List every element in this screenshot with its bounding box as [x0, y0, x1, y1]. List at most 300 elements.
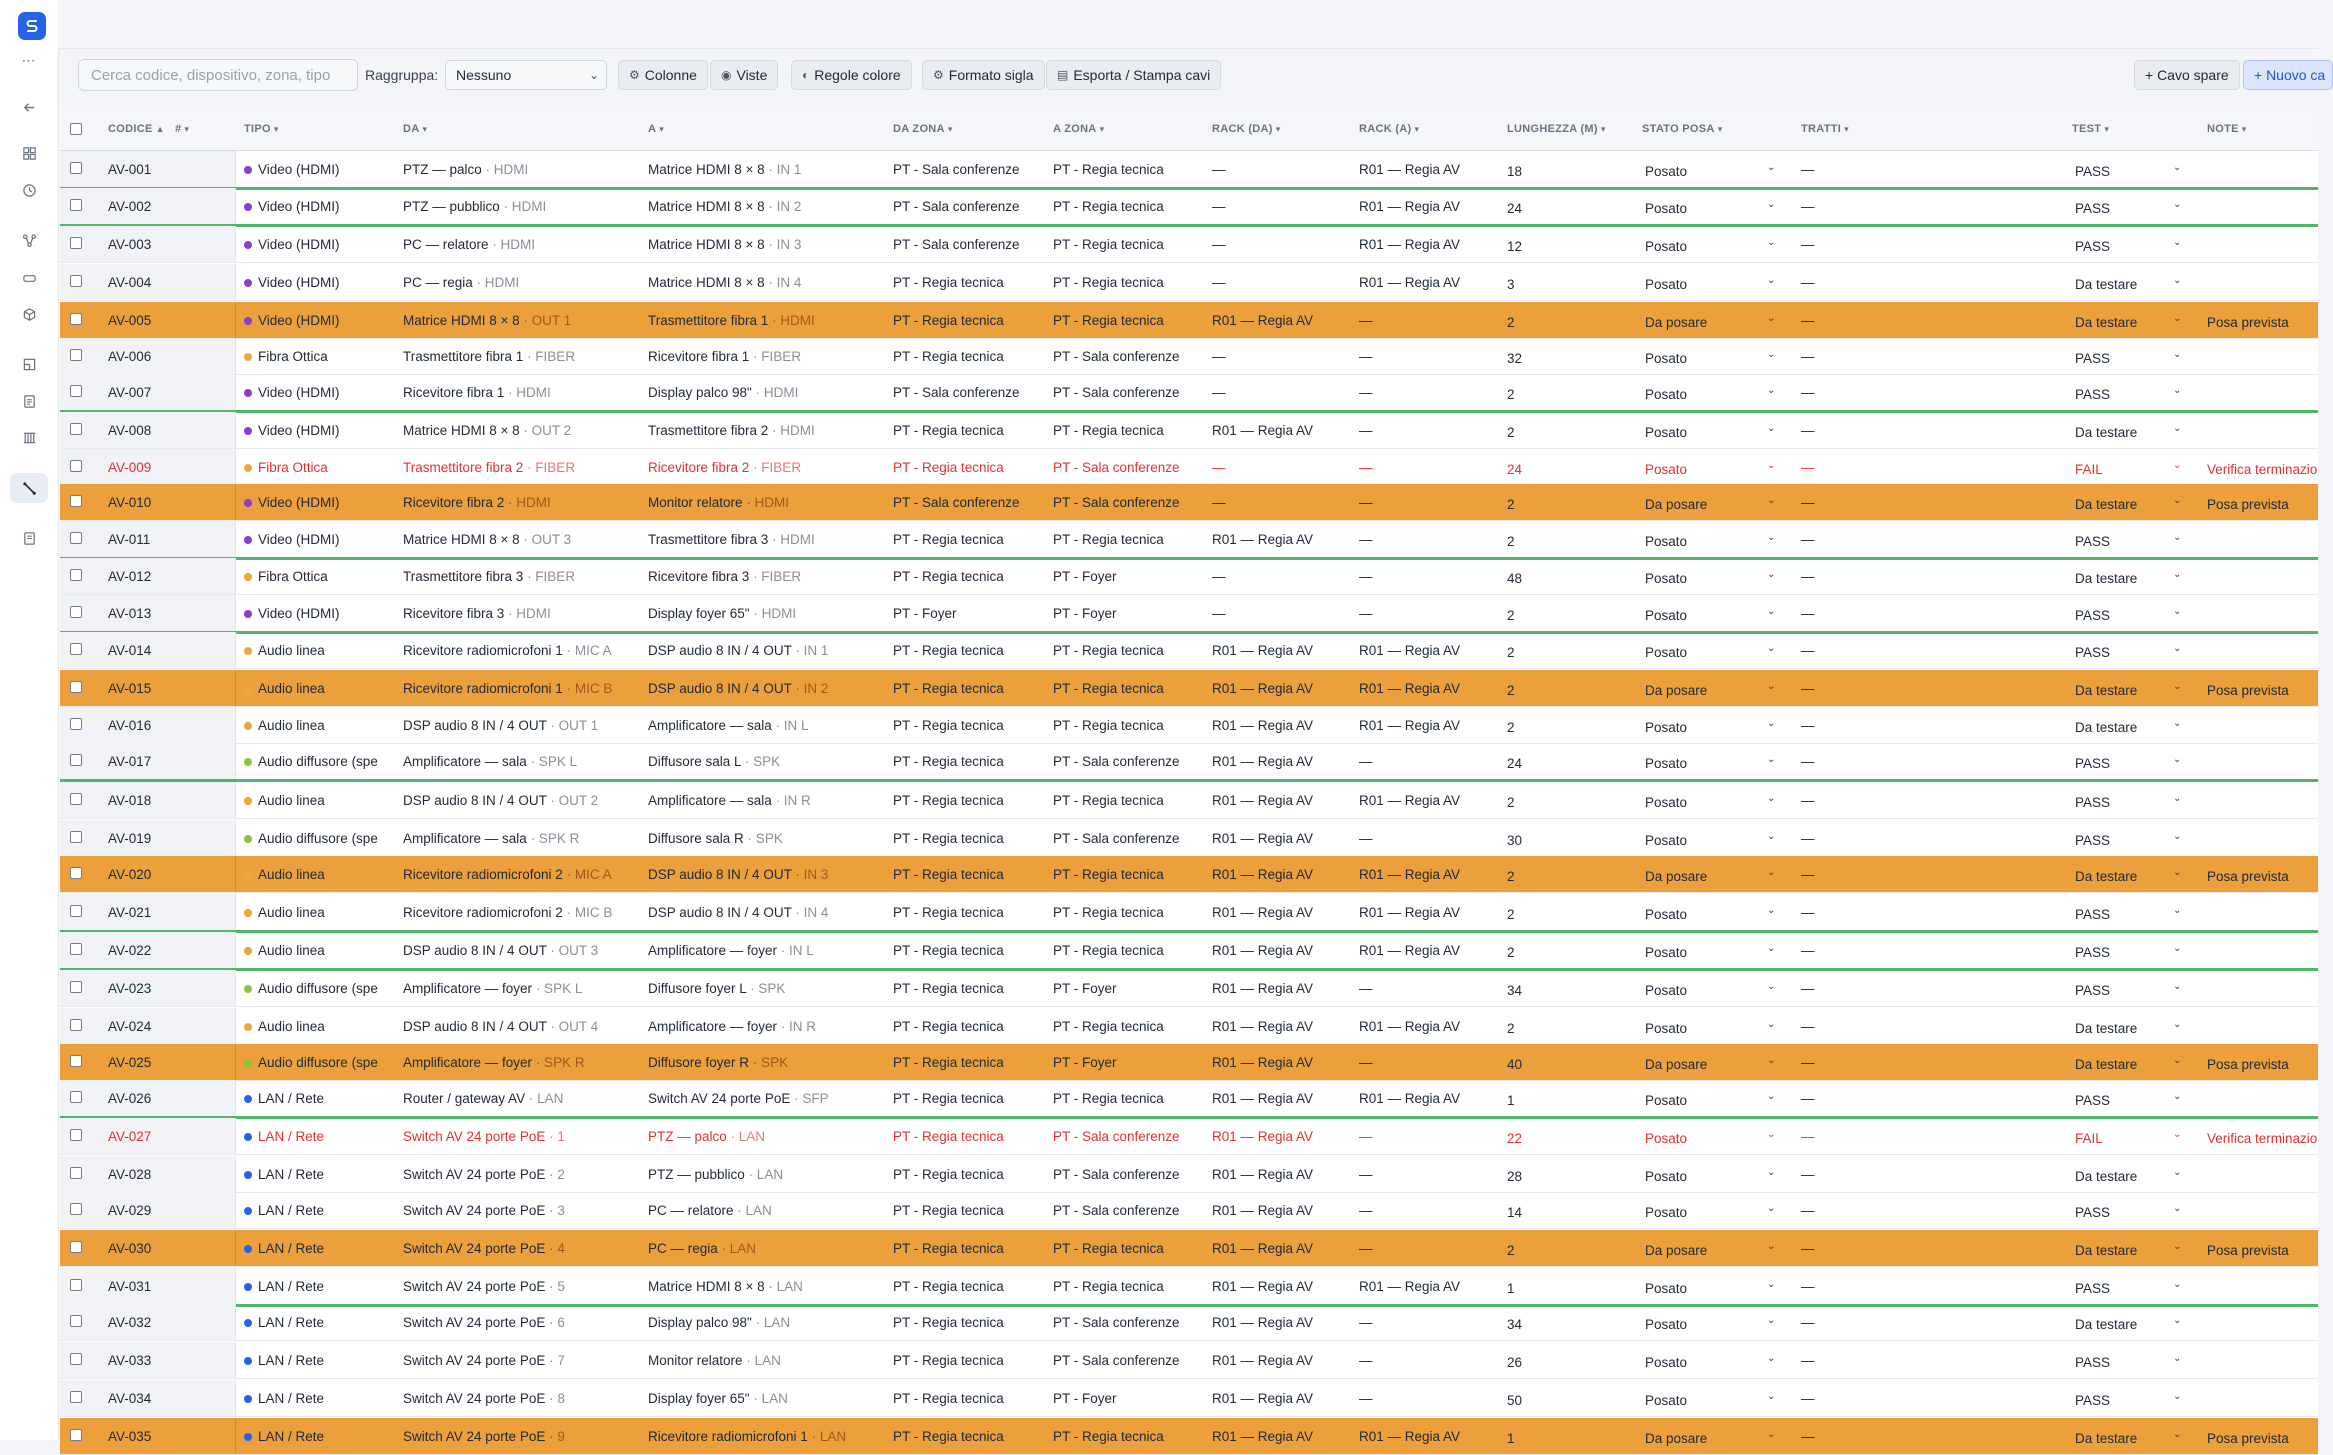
- chevron-down-icon[interactable]: ⌄: [2173, 643, 2182, 654]
- cell-from[interactable]: [403, 793, 643, 808]
- status-select[interactable]: Posato: [1645, 351, 1688, 366]
- chevron-down-icon[interactable]: ⌄: [2173, 1019, 2182, 1030]
- status-select[interactable]: Da posare: [1645, 497, 1708, 512]
- chevron-down-icon[interactable]: ⌄: [2173, 423, 2182, 434]
- table-row[interactable]: [60, 856, 2318, 893]
- cell-code[interactable]: AV-013: [108, 606, 152, 621]
- cell-to[interactable]: [648, 237, 888, 252]
- floorplan-icon[interactable]: [19, 354, 39, 374]
- status-select[interactable]: Posato: [1645, 1281, 1688, 1296]
- cell-to[interactable]: [648, 643, 888, 658]
- test-select[interactable]: PASS: [2075, 1281, 2111, 1296]
- cell-code[interactable]: AV-005: [108, 313, 152, 328]
- chevron-down-icon[interactable]: ⌄: [1767, 199, 1776, 210]
- cell-from[interactable]: [403, 1203, 643, 1218]
- app-logo[interactable]: [18, 12, 46, 40]
- cell-code[interactable]: AV-035: [108, 1429, 152, 1444]
- cell-length[interactable]: 26: [1507, 1355, 1523, 1370]
- chevron-down-icon[interactable]: ⌄: [1767, 1353, 1776, 1364]
- cell-to[interactable]: [648, 199, 888, 214]
- cell-length[interactable]: 48: [1507, 571, 1523, 586]
- cell-length[interactable]: 50: [1507, 1393, 1523, 1408]
- chevron-down-icon[interactable]: ⌄: [1767, 943, 1776, 954]
- chevron-down-icon[interactable]: ⌄: [1767, 718, 1776, 729]
- cell-from[interactable]: [403, 569, 643, 584]
- cell-from[interactable]: [403, 199, 643, 214]
- chevron-down-icon[interactable]: ⌄: [1767, 1279, 1776, 1290]
- cell-code[interactable]: AV-010: [108, 495, 152, 510]
- cell-code[interactable]: AV-014: [108, 643, 152, 658]
- row-checkbox[interactable]: [70, 1315, 82, 1327]
- cell-to[interactable]: [648, 532, 888, 547]
- cell-to[interactable]: [648, 793, 888, 808]
- cell-to[interactable]: [648, 943, 888, 958]
- cell-to[interactable]: [648, 349, 888, 364]
- row-checkbox[interactable]: [70, 1167, 82, 1179]
- table-row[interactable]: [60, 302, 2318, 339]
- table-row[interactable]: [60, 1156, 2318, 1193]
- chevron-down-icon[interactable]: ⌄: [1767, 532, 1776, 543]
- row-checkbox[interactable]: [70, 643, 82, 655]
- cell-length[interactable]: 24: [1507, 462, 1523, 477]
- chevron-down-icon[interactable]: ⌄: [1767, 867, 1776, 878]
- chevron-down-icon[interactable]: ⌄: [2173, 385, 2182, 396]
- cell-to[interactable]: [648, 275, 888, 290]
- chevron-down-icon[interactable]: ⌄: [1767, 754, 1776, 765]
- cell-from[interactable]: [403, 981, 643, 996]
- row-checkbox[interactable]: [70, 569, 82, 581]
- cell-length[interactable]: 2: [1507, 425, 1515, 440]
- chevron-down-icon[interactable]: ⌄: [1767, 1429, 1776, 1440]
- table-row[interactable]: [60, 632, 2318, 669]
- cell-from[interactable]: [403, 606, 643, 621]
- row-checkbox[interactable]: [70, 981, 82, 993]
- chevron-down-icon[interactable]: ⌄: [2173, 199, 2182, 210]
- chevron-down-icon[interactable]: ⌄: [1767, 423, 1776, 434]
- test-select[interactable]: FAIL: [2075, 462, 2103, 477]
- cell-from[interactable]: [403, 1167, 643, 1182]
- column-header-hash[interactable]: [175, 123, 189, 135]
- row-checkbox[interactable]: [70, 162, 82, 174]
- test-select[interactable]: Da testare: [2075, 1169, 2138, 1184]
- column-header-from-zone[interactable]: [893, 123, 953, 135]
- table-row[interactable]: [60, 484, 2318, 521]
- cell-length[interactable]: 32: [1507, 351, 1523, 366]
- cell-from[interactable]: [403, 1279, 643, 1294]
- chevron-down-icon[interactable]: ⌄: [1767, 1203, 1776, 1214]
- cell-notes[interactable]: Posa prevista: [2207, 497, 2289, 512]
- cell-code[interactable]: AV-003: [108, 237, 152, 252]
- cell-to[interactable]: [648, 1019, 888, 1034]
- columns-button[interactable]: [618, 60, 708, 90]
- cell-to[interactable]: [648, 718, 888, 733]
- table-row[interactable]: [60, 932, 2318, 971]
- table-row[interactable]: [60, 970, 2318, 1007]
- status-select[interactable]: Da posare: [1645, 315, 1708, 330]
- row-checkbox[interactable]: [70, 831, 82, 843]
- status-select[interactable]: Posato: [1645, 645, 1688, 660]
- test-select[interactable]: Da testare: [2075, 683, 2138, 698]
- chevron-down-icon[interactable]: ⌄: [2173, 1353, 2182, 1364]
- row-checkbox[interactable]: [70, 1091, 82, 1103]
- cell-from[interactable]: [403, 831, 643, 846]
- test-select[interactable]: Da testare: [2075, 1021, 2138, 1036]
- cell-from[interactable]: [403, 532, 643, 547]
- cell-from[interactable]: [403, 385, 643, 400]
- test-select[interactable]: PASS: [2075, 608, 2111, 623]
- column-header-to[interactable]: [648, 123, 664, 135]
- chevron-down-icon[interactable]: ⌄: [2173, 1091, 2182, 1102]
- cell-from[interactable]: [403, 1055, 643, 1070]
- row-checkbox[interactable]: [70, 1055, 82, 1067]
- test-select[interactable]: PASS: [2075, 351, 2111, 366]
- cell-length[interactable]: 2: [1507, 795, 1515, 810]
- test-select[interactable]: Da testare: [2075, 1317, 2138, 1332]
- column-header-notes[interactable]: [2207, 123, 2247, 135]
- row-checkbox[interactable]: [70, 1129, 82, 1141]
- cell-notes[interactable]: Posa prevista: [2207, 1243, 2289, 1258]
- table-row[interactable]: [60, 670, 2318, 707]
- cell-length[interactable]: 2: [1507, 315, 1515, 330]
- cell-notes[interactable]: Posa prevista: [2207, 1057, 2289, 1072]
- cell-code[interactable]: AV-022: [108, 943, 152, 958]
- column-header-code[interactable]: [108, 123, 165, 135]
- table-row[interactable]: [60, 782, 2318, 819]
- status-select[interactable]: Posato: [1645, 462, 1688, 477]
- cell-length[interactable]: 1: [1507, 1281, 1515, 1296]
- cell-length[interactable]: 14: [1507, 1205, 1523, 1220]
- cell-from[interactable]: [403, 423, 643, 438]
- cell-length[interactable]: 24: [1507, 201, 1523, 216]
- clock-icon[interactable]: [19, 180, 39, 200]
- chevron-down-icon[interactable]: ⌄: [1767, 275, 1776, 286]
- cell-code[interactable]: AV-004: [108, 275, 152, 290]
- status-select[interactable]: Posato: [1645, 277, 1688, 292]
- chevron-down-icon[interactable]: ⌄: [2173, 460, 2182, 471]
- chevron-down-icon[interactable]: ⌄: [1767, 495, 1776, 506]
- status-select[interactable]: Posato: [1645, 387, 1688, 402]
- cell-length[interactable]: 40: [1507, 1057, 1523, 1072]
- cell-code[interactable]: AV-011: [108, 532, 151, 547]
- test-select[interactable]: PASS: [2075, 645, 2111, 660]
- status-select[interactable]: Posato: [1645, 608, 1688, 623]
- device-icon[interactable]: [19, 268, 39, 288]
- chevron-down-icon[interactable]: ⌄: [2173, 718, 2182, 729]
- cell-from[interactable]: [403, 905, 643, 920]
- column-header-rack-to[interactable]: [1359, 123, 1419, 135]
- views-button[interactable]: [710, 60, 778, 90]
- column-header-type[interactable]: [244, 123, 279, 135]
- table-row[interactable]: [60, 412, 2318, 449]
- cell-code[interactable]: AV-027: [108, 1129, 152, 1144]
- chevron-down-icon[interactable]: ⌄: [1767, 1091, 1776, 1102]
- status-select[interactable]: Posato: [1645, 425, 1688, 440]
- cell-length[interactable]: 2: [1507, 387, 1515, 402]
- chevron-down-icon[interactable]: ⌄: [1767, 905, 1776, 916]
- cell-code[interactable]: AV-002: [108, 199, 152, 214]
- cell-code[interactable]: AV-019: [108, 831, 152, 846]
- cell-to[interactable]: [648, 495, 888, 510]
- search-input[interactable]: [78, 59, 358, 91]
- status-select[interactable]: Posato: [1645, 833, 1688, 848]
- chevron-down-icon[interactable]: ⌄: [1767, 460, 1776, 471]
- cell-from[interactable]: [403, 1241, 643, 1256]
- cell-length[interactable]: 1: [1507, 1431, 1515, 1446]
- chevron-down-icon[interactable]: ⌄: [1767, 831, 1776, 842]
- box-icon[interactable]: [19, 304, 39, 324]
- cell-from[interactable]: [403, 162, 643, 177]
- chevron-down-icon[interactable]: ⌄: [1767, 643, 1776, 654]
- test-select[interactable]: Da testare: [2075, 571, 2138, 586]
- cell-to[interactable]: [648, 754, 888, 769]
- cell-length[interactable]: 30: [1507, 833, 1523, 848]
- chevron-down-icon[interactable]: ⌄: [1767, 569, 1776, 580]
- cell-to[interactable]: [648, 1391, 888, 1406]
- test-select[interactable]: PASS: [2075, 164, 2111, 179]
- chevron-down-icon[interactable]: ⌄: [2173, 943, 2182, 954]
- cell-to[interactable]: [648, 1353, 888, 1368]
- chevron-down-icon[interactable]: ⌄: [2173, 495, 2182, 506]
- cell-to[interactable]: [648, 569, 888, 584]
- status-select[interactable]: Da posare: [1645, 869, 1708, 884]
- column-header-segments[interactable]: [1801, 123, 1849, 135]
- cell-length[interactable]: 12: [1507, 239, 1523, 254]
- column-header-rack-from[interactable]: [1212, 123, 1281, 135]
- cell-code[interactable]: AV-024: [108, 1019, 152, 1034]
- chevron-down-icon[interactable]: ⌄: [2173, 1279, 2182, 1290]
- row-checkbox[interactable]: [70, 1429, 82, 1441]
- cell-code[interactable]: AV-021: [108, 905, 152, 920]
- chevron-down-icon[interactable]: ⌄: [2173, 532, 2182, 543]
- chevron-down-icon[interactable]: ⌄: [1767, 162, 1776, 173]
- cell-code[interactable]: AV-020: [108, 867, 152, 882]
- chevron-down-icon[interactable]: ⌄: [1767, 1129, 1776, 1140]
- test-select[interactable]: Da testare: [2075, 497, 2138, 512]
- cell-to[interactable]: [648, 1279, 888, 1294]
- table-row[interactable]: [60, 226, 2318, 263]
- row-checkbox[interactable]: [70, 349, 82, 361]
- collapse-arrow-icon[interactable]: [19, 97, 39, 117]
- cell-to[interactable]: [648, 1241, 888, 1256]
- cell-to[interactable]: [648, 1055, 888, 1070]
- cell-length[interactable]: 2: [1507, 945, 1515, 960]
- row-checkbox[interactable]: [70, 905, 82, 917]
- cell-to[interactable]: [648, 905, 888, 920]
- cell-notes[interactable]: Verifica terminazio: [2207, 462, 2318, 477]
- cell-notes[interactable]: Posa prevista: [2207, 315, 2289, 330]
- cell-from[interactable]: [403, 1019, 643, 1034]
- chevron-down-icon[interactable]: ⌄: [2173, 1055, 2182, 1066]
- group-by-select[interactable]: [445, 60, 607, 90]
- chevron-down-icon[interactable]: ⌄: [2173, 1429, 2182, 1440]
- test-select[interactable]: Da testare: [2075, 720, 2138, 735]
- report-icon[interactable]: [19, 528, 39, 548]
- test-select[interactable]: PASS: [2075, 1205, 2111, 1220]
- cell-code[interactable]: AV-008: [108, 423, 152, 438]
- cell-length[interactable]: 2: [1507, 683, 1515, 698]
- row-checkbox[interactable]: [70, 793, 82, 805]
- chevron-down-icon[interactable]: ⌄: [1767, 313, 1776, 324]
- cell-to[interactable]: [648, 1203, 888, 1218]
- cell-code[interactable]: AV-023: [108, 981, 152, 996]
- test-select[interactable]: Da testare: [2075, 1057, 2138, 1072]
- column-header-test[interactable]: [2072, 123, 2109, 135]
- cell-to[interactable]: [648, 831, 888, 846]
- table-row[interactable]: [60, 1192, 2318, 1229]
- row-checkbox[interactable]: [70, 423, 82, 435]
- document-icon[interactable]: [19, 391, 39, 411]
- status-select[interactable]: Posato: [1645, 201, 1688, 216]
- cell-length[interactable]: 22: [1507, 1131, 1523, 1146]
- cell-length[interactable]: 2: [1507, 869, 1515, 884]
- table-row[interactable]: [60, 374, 2318, 413]
- cell-notes[interactable]: Posa prevista: [2207, 869, 2289, 884]
- export-button[interactable]: [1046, 60, 1221, 90]
- table-row[interactable]: [60, 1304, 2318, 1341]
- chevron-down-icon[interactable]: ⌄: [1767, 1167, 1776, 1178]
- cell-to[interactable]: [648, 981, 888, 996]
- chevron-down-icon[interactable]: ⌄: [1767, 385, 1776, 396]
- table-row[interactable]: [60, 1008, 2318, 1045]
- row-checkbox[interactable]: [70, 532, 82, 544]
- row-checkbox[interactable]: [70, 1391, 82, 1403]
- cell-code[interactable]: AV-018: [108, 793, 152, 808]
- chevron-down-icon[interactable]: ⌄: [2173, 754, 2182, 765]
- test-select[interactable]: PASS: [2075, 1393, 2111, 1408]
- table-row[interactable]: [60, 820, 2318, 857]
- chevron-down-icon[interactable]: ⌄: [1767, 237, 1776, 248]
- test-select[interactable]: Da testare: [2075, 1243, 2138, 1258]
- chevron-down-icon[interactable]: ⌄: [1767, 1315, 1776, 1326]
- row-checkbox[interactable]: [70, 313, 82, 325]
- cell-length[interactable]: 2: [1507, 1243, 1515, 1258]
- cell-from[interactable]: [403, 754, 643, 769]
- cell-length[interactable]: 3: [1507, 277, 1515, 292]
- cell-length[interactable]: 34: [1507, 983, 1523, 998]
- status-select[interactable]: Posato: [1645, 795, 1688, 810]
- test-select[interactable]: PASS: [2075, 983, 2111, 998]
- chevron-down-icon[interactable]: ⌄: [2173, 1167, 2182, 1178]
- cell-to[interactable]: [648, 681, 888, 696]
- table-row[interactable]: [60, 1044, 2318, 1081]
- status-select[interactable]: Posato: [1645, 1355, 1688, 1370]
- chevron-down-icon[interactable]: ⌄: [2173, 1203, 2182, 1214]
- status-select[interactable]: Posato: [1645, 1093, 1688, 1108]
- cell-code[interactable]: AV-015: [108, 681, 152, 696]
- test-select[interactable]: PASS: [2075, 1093, 2111, 1108]
- cell-code[interactable]: AV-026: [108, 1091, 152, 1106]
- table-row[interactable]: [60, 558, 2318, 595]
- test-select[interactable]: PASS: [2075, 907, 2111, 922]
- row-checkbox[interactable]: [70, 1019, 82, 1031]
- column-header-status[interactable]: [1642, 123, 1723, 135]
- cell-code[interactable]: AV-032: [108, 1315, 152, 1330]
- row-checkbox[interactable]: [70, 718, 82, 730]
- table-row[interactable]: [60, 338, 2318, 375]
- test-select[interactable]: PASS: [2075, 387, 2111, 402]
- chevron-down-icon[interactable]: ⌄: [1767, 1241, 1776, 1252]
- cell-to[interactable]: [648, 460, 888, 475]
- status-select[interactable]: Posato: [1645, 239, 1688, 254]
- spare-cable-button[interactable]: [2134, 60, 2240, 90]
- cell-code[interactable]: AV-029: [108, 1203, 152, 1218]
- status-select[interactable]: Posato: [1645, 1169, 1688, 1184]
- cell-to[interactable]: [648, 162, 888, 177]
- table-row[interactable]: [60, 707, 2318, 744]
- test-select[interactable]: PASS: [2075, 534, 2111, 549]
- chevron-down-icon[interactable]: ⌄: [2173, 349, 2182, 360]
- cell-code[interactable]: AV-033: [108, 1353, 152, 1368]
- cell-to[interactable]: [648, 385, 888, 400]
- test-select[interactable]: PASS: [2075, 833, 2111, 848]
- cell-from[interactable]: [403, 1391, 643, 1406]
- column-header-length[interactable]: [1507, 123, 1606, 135]
- table-row[interactable]: [60, 1080, 2318, 1119]
- cell-length[interactable]: 24: [1507, 756, 1523, 771]
- cell-from[interactable]: [403, 943, 643, 958]
- cell-length[interactable]: 34: [1507, 1317, 1523, 1332]
- chevron-down-icon[interactable]: ⌄: [2173, 793, 2182, 804]
- column-header-to-zone[interactable]: [1053, 123, 1104, 135]
- table-row[interactable]: [60, 449, 2318, 486]
- color-rules-button[interactable]: [791, 60, 912, 90]
- cell-to[interactable]: [648, 1167, 888, 1182]
- chevron-down-icon[interactable]: ⌄: [1767, 793, 1776, 804]
- cell-code[interactable]: AV-001: [108, 162, 152, 177]
- cell-code[interactable]: AV-006: [108, 349, 152, 364]
- cell-code[interactable]: AV-025: [108, 1055, 152, 1070]
- cell-from[interactable]: [403, 275, 643, 290]
- table-row[interactable]: [60, 743, 2318, 782]
- cell-length[interactable]: 18: [1507, 164, 1523, 179]
- chevron-down-icon[interactable]: ⌄: [1767, 606, 1776, 617]
- cables-icon[interactable]: [10, 473, 48, 503]
- chevron-down-icon[interactable]: ⌄: [2173, 1241, 2182, 1252]
- label-format-button[interactable]: [922, 60, 1045, 90]
- row-checkbox[interactable]: [70, 495, 82, 507]
- row-checkbox[interactable]: [70, 1353, 82, 1365]
- table-row[interactable]: [60, 1380, 2318, 1417]
- status-select[interactable]: Da posare: [1645, 1431, 1708, 1446]
- cell-to[interactable]: [648, 313, 888, 328]
- chevron-down-icon[interactable]: ⌄: [2173, 831, 2182, 842]
- status-select[interactable]: Posato: [1645, 1317, 1688, 1332]
- status-select[interactable]: Posato: [1645, 1393, 1688, 1408]
- cell-notes[interactable]: Posa prevista: [2207, 683, 2289, 698]
- cell-to[interactable]: [648, 1429, 888, 1444]
- table-row[interactable]: [60, 894, 2318, 933]
- chevron-down-icon[interactable]: ⌄: [1767, 1019, 1776, 1030]
- cell-from[interactable]: [403, 313, 643, 328]
- row-checkbox[interactable]: [70, 867, 82, 879]
- chevron-down-icon[interactable]: ⌄: [2173, 275, 2182, 286]
- test-select[interactable]: PASS: [2075, 756, 2111, 771]
- cell-to[interactable]: [648, 1091, 888, 1106]
- chevron-down-icon[interactable]: ⌄: [1767, 681, 1776, 692]
- new-cable-button[interactable]: [2243, 60, 2333, 90]
- row-checkbox[interactable]: [70, 1279, 82, 1291]
- cell-code[interactable]: AV-031: [108, 1279, 152, 1294]
- chevron-down-icon[interactable]: ⌄: [2173, 1315, 2182, 1326]
- status-select[interactable]: Da posare: [1645, 683, 1708, 698]
- table-row[interactable]: [60, 1342, 2318, 1379]
- cell-length[interactable]: 28: [1507, 1169, 1523, 1184]
- cell-from[interactable]: [403, 867, 643, 882]
- status-select[interactable]: Posato: [1645, 983, 1688, 998]
- row-checkbox[interactable]: [70, 385, 82, 397]
- cell-from[interactable]: [403, 1129, 643, 1144]
- status-select[interactable]: Posato: [1645, 1205, 1688, 1220]
